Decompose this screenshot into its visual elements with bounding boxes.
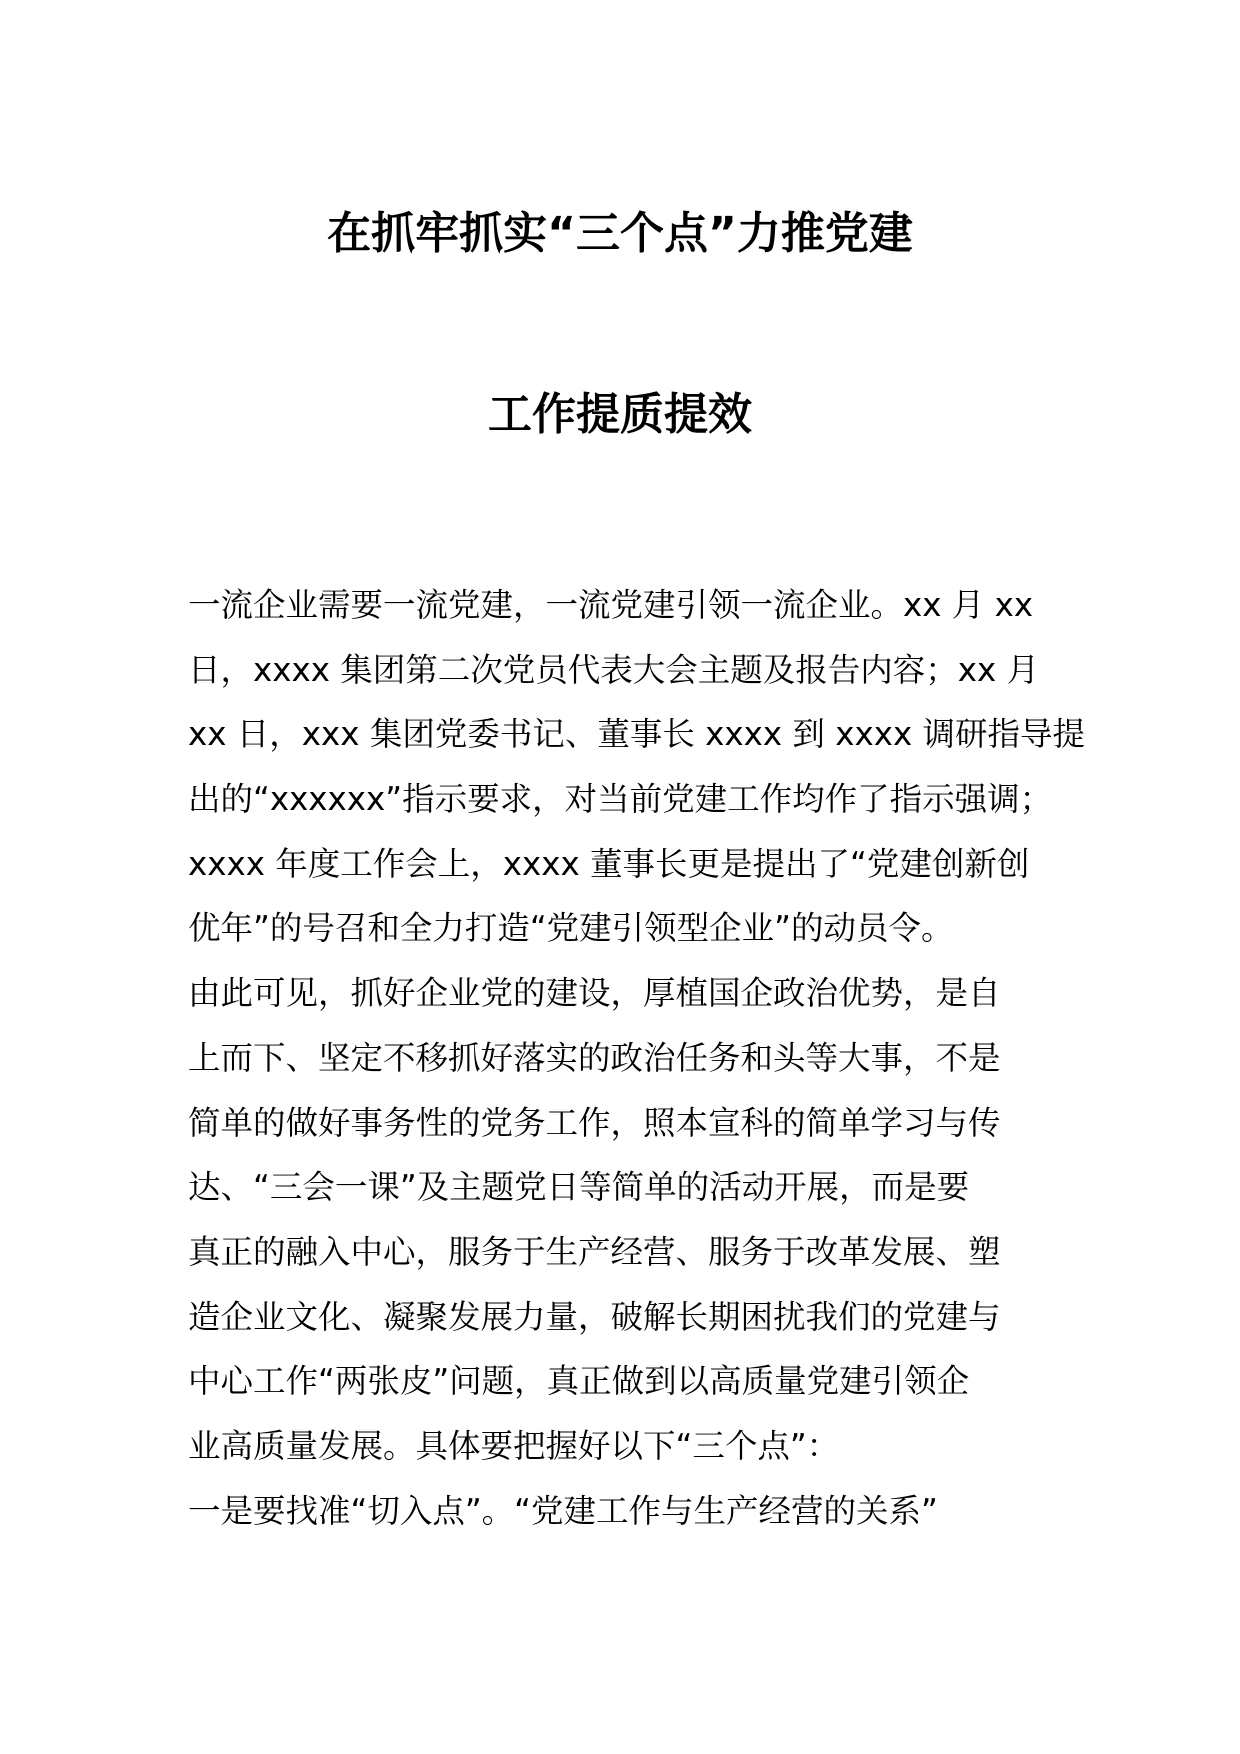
document-title-line-1: 在抓牢抓实“三个点”力推党建 — [327, 208, 913, 259]
text-line: 日，xxxx 集团第二次党员代表大会主题及报告内容；xx 月 — [188, 650, 1040, 689]
text-line: 真正的融入中心，服务于生产经营、服务于改革发展、塑 — [188, 1232, 1001, 1271]
text-line: 出的“xxxxxx”指示要求，对当前党建工作均作了指示强调； — [188, 780, 1053, 819]
text-line: xxxx 年度工作会上，xxxx 董事长更是提出了“党建创新创 — [188, 844, 1030, 883]
text-line: 中心工作“两张皮”问题，真正做到以高质量党建引领企 — [188, 1362, 970, 1401]
text-line: 优年”的号召和全力打造“党建引领型企业”的动员令。 — [188, 909, 954, 948]
text-line: 业高质量发展。具体要把握好以下“三个点”： — [188, 1426, 840, 1465]
text-line: 一是要找准“切入点”。“党建工作与生产经营的关系” — [188, 1491, 938, 1530]
paragraph-intro — [188, 573, 1086, 1479]
text-line: 上而下、坚定不移抓好落实的政治任务和头等大事，不是 — [188, 1038, 1001, 1077]
document-title-line-2: 工作提质提效 — [488, 389, 752, 440]
paragraph-point-one — [188, 1479, 1068, 1544]
text-line: xx 日，xxx 集团党委书记、董事长 xxxx 到 xxxx 调研指导提 — [188, 715, 1086, 754]
text-line: 造企业文化、凝聚发展力量，破解长期困扰我们的党建与 — [188, 1297, 1001, 1336]
document-body — [188, 573, 1086, 1543]
text-line: 简单的做好事务性的党务工作，照本宣科的简单学习与传 — [188, 1103, 1001, 1142]
text-line: 一流企业需要一流党建，一流党建引领一流企业。xx 月 xx — [188, 586, 1034, 624]
text-line: 由此可见，抓好企业党的建设，厚植国企政治优势，是自 — [188, 974, 1001, 1013]
text-line: 达、“三会一课”及主题党日等简单的活动开展，而是要 — [188, 1168, 970, 1207]
